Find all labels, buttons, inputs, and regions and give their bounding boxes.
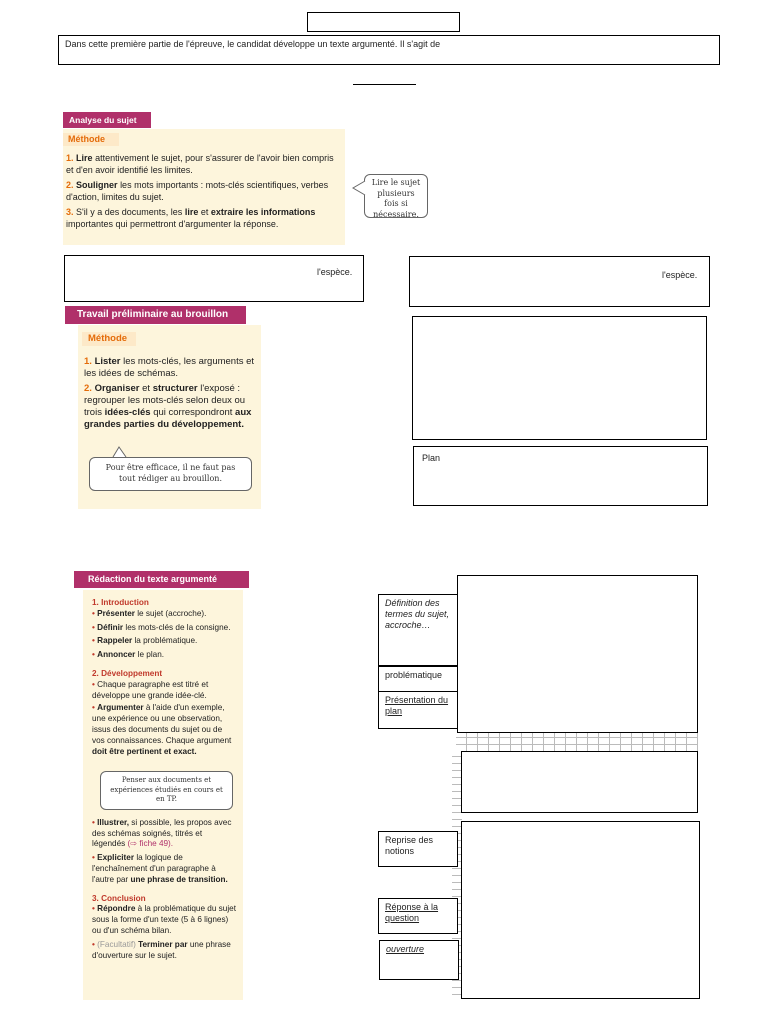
- analyse-step-1: 1. Lire attentivement le sujet, pour s'assurer de l'avoir bien compris et d'en avoir identifié les limites.: [66, 153, 334, 175]
- grid-strip-top: [456, 733, 698, 751]
- travail-bubble-text: Pour être efficace, il ne faut pas tout rédiger au brouillon.: [105, 463, 236, 483]
- travail-methode-label: Méthode: [88, 333, 128, 344]
- concl-item-2: • (Facultatif) Terminer par une phrase d'ouverture sur le sujet.: [92, 939, 231, 960]
- travail-step-1: 1. Lister les mots-clés, les arguments et les idées de schémas.: [84, 356, 255, 379]
- problematique-label: [378, 666, 458, 692]
- redaction-card: [83, 590, 243, 1000]
- intro-item-1: • Présenter le sujet (accroche).: [92, 608, 207, 618]
- dev-item-4: • Expliciter la logique de l'enchaînement d'un paragraphe à l'autre par une phrase de transition.: [92, 853, 228, 884]
- intro-answer-box: [457, 575, 698, 733]
- intro-text: Dans cette première partie de l'épreuve, le candidat développe un texte argumenté. Il s'agit de: [65, 39, 441, 49]
- travail-methode: [82, 332, 136, 346]
- analyse-step-2: 2. Souligner les mots importants : mots-clés scientifiques, verbes d'action, limites du sujet.: [66, 180, 329, 202]
- definition-label: [378, 594, 458, 666]
- divider-line: [353, 84, 416, 85]
- plan-box: [413, 446, 708, 506]
- intro-heading: 1. Introduction: [92, 598, 149, 607]
- redaction-bubble-text: Penser aux documents et expériences étudiés en cours et en TP.: [110, 776, 223, 804]
- plan-label: Plan: [422, 453, 441, 463]
- concl-heading: 3. Conclusion: [92, 893, 146, 903]
- analyse-step-3: 3. S'il y a des documents, les lire et extraire les informations importantes qui permettront d'argumenter la réponse.: [66, 207, 316, 229]
- intro-item-4: • Annoncer le plan.: [92, 650, 165, 660]
- intro-box: [58, 35, 720, 65]
- title-box: [307, 12, 460, 32]
- dev-answer-box: [461, 751, 698, 813]
- travail-tag: [65, 306, 246, 324]
- analyse-bubble-text: Lire le sujet plusieurs fois si nécessaire.: [371, 178, 421, 219]
- travail-bubble: [89, 457, 252, 491]
- concl-answer-box: [461, 821, 700, 999]
- redaction-tag-label: Rédaction du texte argumenté: [88, 574, 218, 584]
- right-blank-box: [412, 316, 707, 440]
- right-espece-text: l'espèce.: [662, 270, 698, 280]
- travail-tag-label: Travail préliminaire au brouillon: [77, 309, 229, 320]
- left-espece-box: [64, 255, 364, 302]
- dev-item-3: • Illustrer, si possible, les propos avec des schémas soignés, titrés et légendés (⇨ fiche 49).: [92, 817, 232, 849]
- redaction-tag: [74, 571, 249, 588]
- dev-heading: 2. Développement: [92, 668, 163, 678]
- analyse-card: [63, 129, 345, 245]
- ouverture-label-text: ouverture: [386, 944, 425, 954]
- reponse-label: [378, 898, 458, 934]
- analyse-bubble: [364, 174, 428, 218]
- reponse-label-text: Réponse à la question: [385, 902, 439, 923]
- left-espece-text: l'espèce.: [317, 267, 353, 277]
- dev-item-2: • Argumenter à l'aide d'un exemple, une expérience ou une observation, issus des documents du sujet ou de vos connaissances. Chaque argument doit être pertinent et exact.: [92, 703, 232, 756]
- ouverture-label: [379, 940, 459, 980]
- right-espece-box: [409, 256, 710, 307]
- travail-steps: [84, 356, 260, 431]
- analyse-tag: [63, 112, 151, 128]
- travail-bubble-pointer: [112, 446, 128, 458]
- intro-item-2: • Définir les mots-clés de la consigne.: [92, 622, 231, 632]
- problematique-label-text: problématique: [385, 670, 443, 680]
- travail-step-2: 2. Organiser et structurer l'exposé : regrouper les mots-clés selon deux ou trois idées-clés qui correspondront aux grandes parties du développement.: [84, 383, 252, 430]
- definition-label-text: Définition des termes du sujet, accroche…: [385, 598, 450, 630]
- analyse-methode: [63, 133, 119, 146]
- analyse-methode-label: Méthode: [68, 134, 105, 144]
- intro-item-3: • Rappeler la problématique.: [92, 636, 198, 646]
- redaction-bubble: [100, 771, 233, 810]
- analyse-tag-label: Analyse du sujet: [69, 115, 137, 125]
- concl-item-1: • Répondre à la problématique du sujet sous la forme d'un texte (5 à 6 lignes) ou d'un schéma bilan.: [92, 904, 236, 936]
- dev-item-1: • Chaque paragraphe est titré et développe une grande idée-clé.: [92, 679, 209, 700]
- reprise-label: [378, 831, 458, 867]
- presentation-label-text: Présentation du plan: [385, 695, 449, 716]
- presentation-label: [378, 691, 458, 729]
- bubble-pointer: [352, 180, 366, 196]
- reprise-label-text: Reprise des notions: [385, 835, 434, 856]
- analyse-steps: [66, 153, 342, 230]
